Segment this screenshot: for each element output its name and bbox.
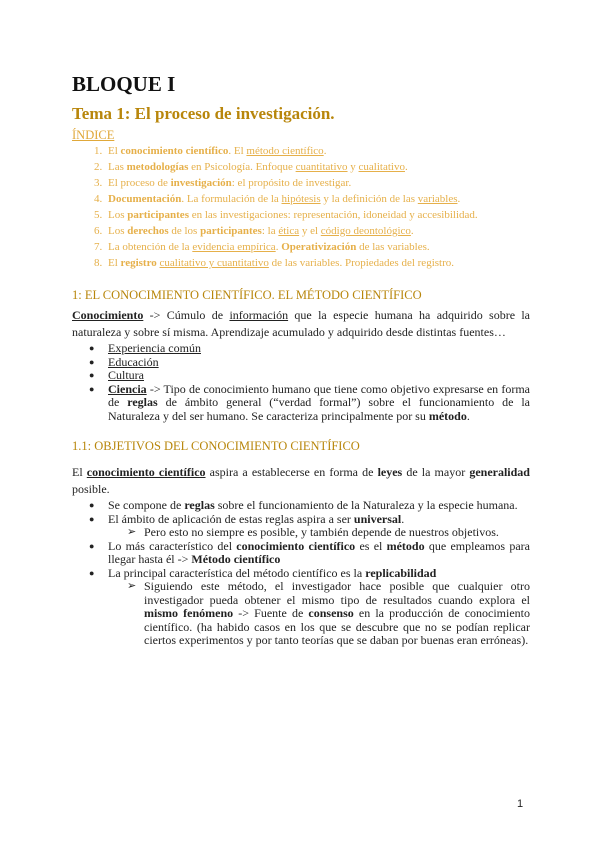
section-heading-1: 1: EL CONOCIMIENTO CIENTÍFICO. EL MÉTODO CIENTÍFICO — [72, 288, 422, 302]
list-item: ● El ámbito de aplicación de estas reglas aspira a ser universal. ➢ Pero esto no siempre es posible, y también depende de nuestros objetivos. — [89, 513, 530, 540]
document-page — [72, 72, 530, 648]
sub-list-item: ➢ Pero esto no siempre es posible, y también depende de nuestros objetivos. — [127, 526, 530, 540]
list-item: ● Experiencia común — [89, 342, 530, 356]
index-label: ÍNDICE — [72, 128, 115, 142]
paragraph-conocimiento: Conocimiento -> Cúmulo de información que la especie humana ha adquirido sobre la naturaleza y sobre sí misma. Aprendizaje acumulado y adquirido desde distintas fuentes… — [72, 308, 531, 339]
toc-item: 6. Los derechos de los participantes: la ética y el código deontológico. — [105, 224, 530, 239]
toc-item: 7. La obtención de la evidencia empírica. Operativización de las variables. — [105, 240, 530, 255]
list-item: ● Cultura — [89, 369, 530, 383]
sub-list — [108, 526, 530, 540]
toc-item: 2. Las metodologías en Psicología. Enfoque cuantitativo y cualitativo. — [105, 160, 530, 175]
list-item: ● Se compone de reglas sobre el funcionamiento de la Naturaleza y la especie humana. — [89, 499, 530, 513]
knowledge-sources-list — [72, 342, 530, 423]
list-item: ● Ciencia -> Tipo de conocimiento humano que tiene como objetivo expresarse en forma de reglas de ámbito general (“verdad formal”) sobre el funcionamiento de la Naturaleza y del ser humano. Se caracteriza principalmente por su método. — [89, 383, 530, 424]
paragraph-objetivos: El conocimiento científico aspira a establecerse en forma de leyes de la mayor generalidad posible. — [72, 465, 530, 496]
objectives-list — [72, 499, 530, 648]
section-heading-1-1: 1.1: OBJETIVOS DEL CONOCIMIENTO CIENTÍFICO — [72, 439, 360, 453]
sub-list — [108, 580, 530, 648]
sub-list-item: ➢ Siguiendo este método, el investigador hace posible que cualquier otro investigador pueda obtener el mismo tipo de resultados cuando explora el mismo fenómeno -> Fuente de consenso en la producción de conocimiento científico. (ha habido casos en los que se descubre que no se podían replicar ciertos experimentos y por tanto teorías que se daban por buenas eran erróneas). — [127, 580, 530, 648]
table-of-contents — [72, 144, 530, 271]
list-item: ● La principal característica del método científico es la replicabilidad ➢ Siguiendo este método, el investigador hace posible que cualquier otro investigador pueda obtener el mismo tipo de resultados cuando explora el mismo fenómeno -> Fuente de consenso en la producción de conocimiento científico. (ha habido casos en los que se descubre que no se podían replicar ciertos experimentos y por tanto teorías que se daban por buenas eran erróneas). — [89, 567, 530, 648]
list-item: ● Educación — [89, 356, 530, 370]
page-number: 1 — [517, 798, 524, 810]
toc-item: 8. El registro cualitativo y cuantitativo de las variables. Propiedades del registro. — [105, 256, 530, 271]
block-title: BLOQUE I — [72, 72, 176, 96]
toc-item: 4. Documentación. La formulación de la hipótesis y la definición de las variables. — [105, 192, 530, 207]
toc-item: 5. Los participantes en las investigaciones: representación, idoneidad y accesibilidad. — [105, 208, 530, 223]
list-item: ● Lo más característico del conocimiento científico es el método que empleamos para llegar hasta él -> Método científico — [89, 540, 530, 567]
toc-item: 3. El proceso de investigación: el propósito de investigar. — [105, 176, 530, 191]
toc-item: 1. El conocimiento científico. El método científico. — [105, 144, 530, 159]
topic-title: Tema 1: El proceso de investigación. — [72, 104, 335, 123]
